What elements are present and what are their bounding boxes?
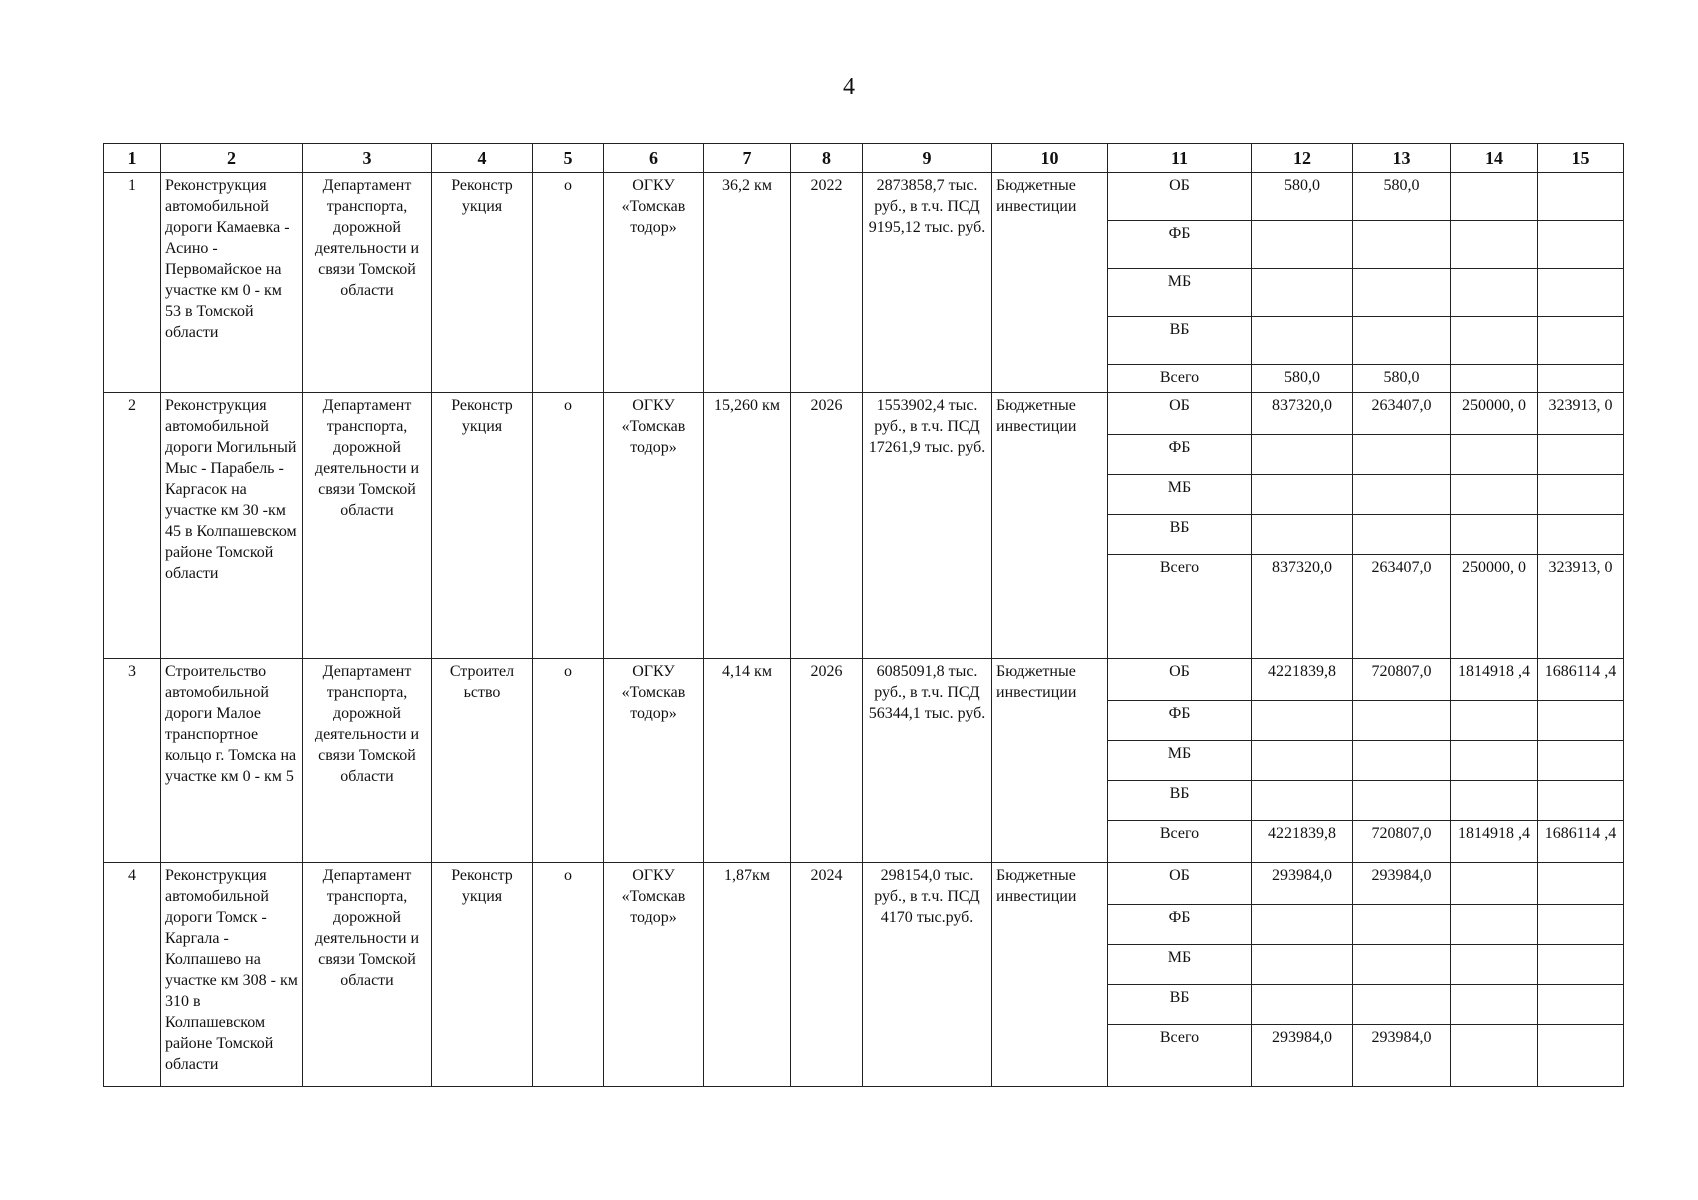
funding-source: МБ	[1108, 475, 1252, 515]
amount-14	[1451, 741, 1538, 781]
amount-14	[1451, 701, 1538, 741]
amount-14	[1451, 905, 1538, 945]
capacity: 4,14 км	[704, 659, 791, 863]
funding-source: ОБ	[1108, 173, 1252, 221]
object-name: Реконструкция автомобильной дороги Томск - Каргала - Колпашево на участке км 308 - км 310 в Колпашевском районе Томской области	[161, 863, 303, 1087]
funding-source: Всего	[1108, 1025, 1252, 1087]
amount-15: 323913, 0	[1538, 555, 1624, 659]
amount-14	[1451, 985, 1538, 1025]
amount-12	[1252, 221, 1353, 269]
amount-13: 580,0	[1353, 173, 1451, 221]
column-header: 3	[303, 144, 432, 173]
amount-12	[1252, 945, 1353, 985]
work-type: Реконстр укция	[432, 173, 533, 393]
amount-15	[1538, 741, 1624, 781]
column-header: 12	[1252, 144, 1353, 173]
amount-15	[1538, 317, 1624, 365]
amount-13	[1353, 905, 1451, 945]
object-name: Реконструкция автомобильной дороги Могильный Мыс - Парабель - Каргасок на участке км 30 -км 45 в Колпашевском районе Томской области	[161, 393, 303, 659]
table-row	[104, 659, 1624, 701]
funding-source: ВБ	[1108, 515, 1252, 555]
completion-year: 2022	[791, 173, 863, 393]
amount-12: 580,0	[1252, 365, 1353, 393]
amount-12	[1252, 985, 1353, 1025]
amount-15	[1538, 515, 1624, 555]
responsible-department: Департамент транспорта, дорожной деятельности и связи Томской области	[303, 863, 432, 1087]
amount-13	[1353, 475, 1451, 515]
work-type: Реконстр укция	[432, 863, 533, 1087]
amount-12	[1252, 269, 1353, 317]
responsible-department: Департамент транспорта, дорожной деятельности и связи Томской области	[303, 173, 432, 393]
funding-source: ВБ	[1108, 781, 1252, 821]
amount-15	[1538, 985, 1624, 1025]
work-type: Реконстр укция	[432, 393, 533, 659]
table-body	[104, 173, 1624, 1087]
amount-15	[1538, 945, 1624, 985]
amount-14	[1451, 317, 1538, 365]
amount-14	[1451, 269, 1538, 317]
amount-13	[1353, 435, 1451, 475]
amount-13	[1353, 515, 1451, 555]
amount-13: 720807,0	[1353, 659, 1451, 701]
amount-13	[1353, 741, 1451, 781]
amount-15	[1538, 905, 1624, 945]
funding-source: ФБ	[1108, 701, 1252, 741]
amount-12: 4221839,8	[1252, 659, 1353, 701]
amount-15	[1538, 435, 1624, 475]
amount-13: 580,0	[1353, 365, 1451, 393]
estimated-cost: 6085091,8 тыс. руб., в т.ч. ПСД 56344,1 тыс. руб.	[863, 659, 992, 863]
amount-14	[1451, 515, 1538, 555]
amount-14	[1451, 1025, 1538, 1087]
column-header: 9	[863, 144, 992, 173]
column-header: 2	[161, 144, 303, 173]
amount-12: 837320,0	[1252, 555, 1353, 659]
amount-13	[1353, 701, 1451, 741]
table-row	[104, 393, 1624, 435]
customer: ОГКУ «Томскав тодор»	[604, 393, 704, 659]
funding-source: ОБ	[1108, 863, 1252, 905]
amount-14	[1451, 945, 1538, 985]
column-header: 13	[1353, 144, 1451, 173]
amount-14	[1451, 475, 1538, 515]
funding-source: МБ	[1108, 741, 1252, 781]
amount-15	[1538, 173, 1624, 221]
investment-form: Бюджетные инвестиции	[992, 863, 1108, 1087]
estimated-cost: 2873858,7 тыс. руб., в т.ч. ПСД 9195,12 тыс. руб.	[863, 173, 992, 393]
amount-15	[1538, 221, 1624, 269]
responsible-department: Департамент транспорта, дорожной деятельности и связи Томской области	[303, 393, 432, 659]
column-header: 15	[1538, 144, 1624, 173]
capacity: 15,260 км	[704, 393, 791, 659]
column-5-value: о	[533, 393, 604, 659]
amount-12	[1252, 905, 1353, 945]
amount-14: 250000, 0	[1451, 393, 1538, 435]
amount-15: 1686114 ,4	[1538, 821, 1624, 863]
amount-13	[1353, 221, 1451, 269]
column-header: 8	[791, 144, 863, 173]
amount-15	[1538, 701, 1624, 741]
estimated-cost: 1553902,4 тыс. руб., в т.ч. ПСД 17261,9 тыс. руб.	[863, 393, 992, 659]
row-number: 4	[104, 863, 161, 1087]
capacity: 1,87км	[704, 863, 791, 1087]
investment-form: Бюджетные инвестиции	[992, 659, 1108, 863]
estimated-cost: 298154,0 тыс. руб., в т.ч. ПСД 4170 тыс.руб.	[863, 863, 992, 1087]
column-5-value: о	[533, 659, 604, 863]
funding-source: ФБ	[1108, 435, 1252, 475]
funding-source: Всего	[1108, 821, 1252, 863]
header-row	[104, 144, 1624, 173]
capacity: 36,2 км	[704, 173, 791, 393]
amount-13: 720807,0	[1353, 821, 1451, 863]
funding-source: ОБ	[1108, 659, 1252, 701]
funding-source: ОБ	[1108, 393, 1252, 435]
customer: ОГКУ «Томскав тодор»	[604, 863, 704, 1087]
column-header: 14	[1451, 144, 1538, 173]
amount-15: 1686114 ,4	[1538, 659, 1624, 701]
funding-source: МБ	[1108, 269, 1252, 317]
amount-12: 580,0	[1252, 173, 1353, 221]
funding-source: МБ	[1108, 945, 1252, 985]
funding-source: ФБ	[1108, 221, 1252, 269]
funding-source: ВБ	[1108, 985, 1252, 1025]
amount-15	[1538, 781, 1624, 821]
table-row	[104, 173, 1624, 221]
amount-13	[1353, 985, 1451, 1025]
funding-source: Всего	[1108, 555, 1252, 659]
object-name: Строительство автомобильной дороги Малое транспортное кольцо г. Томска на участке км 0 - км 5	[161, 659, 303, 863]
amount-14	[1451, 173, 1538, 221]
amount-14: 1814918 ,4	[1451, 821, 1538, 863]
completion-year: 2026	[791, 659, 863, 863]
column-5-value: о	[533, 173, 604, 393]
row-number: 1	[104, 173, 161, 393]
amount-15: 323913, 0	[1538, 393, 1624, 435]
completion-year: 2026	[791, 393, 863, 659]
amount-14: 250000, 0	[1451, 555, 1538, 659]
amount-12	[1252, 475, 1353, 515]
column-header: 4	[432, 144, 533, 173]
responsible-department: Департамент транспорта, дорожной деятельности и связи Томской области	[303, 659, 432, 863]
amount-13: 263407,0	[1353, 393, 1451, 435]
column-header: 7	[704, 144, 791, 173]
amount-14	[1451, 221, 1538, 269]
amount-12	[1252, 515, 1353, 555]
column-header: 11	[1108, 144, 1252, 173]
amount-15	[1538, 1025, 1624, 1087]
amount-13: 293984,0	[1353, 863, 1451, 905]
amount-15	[1538, 475, 1624, 515]
object-name: Реконструкция автомобильной дороги Камаевка - Асино - Первомайское на участке км 0 - км 53 в Томской области	[161, 173, 303, 393]
completion-year: 2024	[791, 863, 863, 1087]
customer: ОГКУ «Томскав тодор»	[604, 659, 704, 863]
table-row	[104, 863, 1624, 905]
investment-form: Бюджетные инвестиции	[992, 393, 1108, 659]
row-number: 2	[104, 393, 161, 659]
amount-15	[1538, 863, 1624, 905]
amount-13	[1353, 317, 1451, 365]
funding-source: ВБ	[1108, 317, 1252, 365]
amount-12	[1252, 701, 1353, 741]
column-header: 6	[604, 144, 704, 173]
amount-15	[1538, 365, 1624, 393]
funding-source: Всего	[1108, 365, 1252, 393]
column-header: 5	[533, 144, 604, 173]
amount-15	[1538, 269, 1624, 317]
amount-12	[1252, 435, 1353, 475]
amount-14	[1451, 863, 1538, 905]
amount-14	[1451, 365, 1538, 393]
amount-13	[1353, 781, 1451, 821]
row-number: 3	[104, 659, 161, 863]
amount-14: 1814918 ,4	[1451, 659, 1538, 701]
amount-13	[1353, 269, 1451, 317]
customer: ОГКУ «Томскав тодор»	[604, 173, 704, 393]
funding-source: ФБ	[1108, 905, 1252, 945]
investment-table	[103, 143, 1624, 1087]
amount-12	[1252, 781, 1353, 821]
amount-12: 837320,0	[1252, 393, 1353, 435]
column-header: 1	[104, 144, 161, 173]
column-5-value: о	[533, 863, 604, 1087]
amount-14	[1451, 781, 1538, 821]
amount-12	[1252, 317, 1353, 365]
page-number: 4	[843, 74, 855, 100]
amount-12: 293984,0	[1252, 1025, 1353, 1087]
amount-14	[1451, 435, 1538, 475]
amount-13: 263407,0	[1353, 555, 1451, 659]
amount-12	[1252, 741, 1353, 781]
amount-12: 4221839,8	[1252, 821, 1353, 863]
work-type: Строител ьство	[432, 659, 533, 863]
amount-13: 293984,0	[1353, 1025, 1451, 1087]
amount-12: 293984,0	[1252, 863, 1353, 905]
investment-form: Бюджетные инвестиции	[992, 173, 1108, 393]
amount-13	[1353, 945, 1451, 985]
column-header: 10	[992, 144, 1108, 173]
